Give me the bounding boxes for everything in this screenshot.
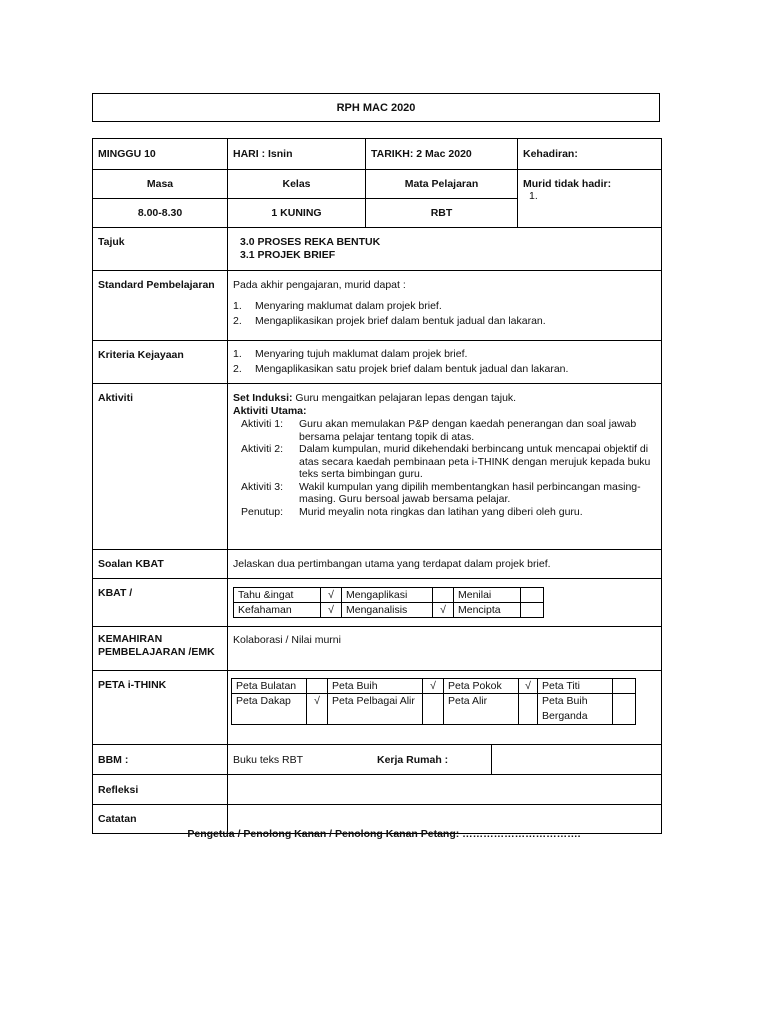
check-mark: [433, 588, 454, 603]
kerja-rumah-label: Kerja Rumah :: [372, 745, 492, 774]
ithink-cell: Peta Titi: [538, 679, 613, 694]
kriteria-content: [228, 341, 662, 384]
check-mark: [423, 694, 444, 725]
kbat-cell: Mengaplikasi: [342, 588, 433, 603]
tajuk-content: [228, 228, 662, 271]
lesson-plan-table: [92, 138, 662, 834]
check-mark: √: [321, 603, 342, 618]
signature-line: Pengetua / Penolong Kanan / Penolong Kanan Petang: …………………………….: [187, 828, 581, 840]
masa-label: Masa: [93, 170, 228, 199]
check-mark: [613, 679, 636, 694]
ithink-cell: Peta Bulatan: [232, 679, 307, 694]
minggu-cell: MINGGU 10: [93, 139, 228, 170]
bbm-text: Buku teks RBT: [233, 753, 304, 766]
check-mark: [307, 679, 328, 694]
murid-tidak-hadir-item: 1.: [529, 190, 538, 202]
kriteria-item: 1. Menyaring tujuh maklumat dalam projek brief.: [233, 348, 468, 360]
ithink-row: [93, 671, 662, 745]
check-mark: √: [321, 588, 342, 603]
kerja-rumah-value: [492, 745, 661, 774]
ithink-cell: Peta Buih Berganda: [538, 694, 613, 725]
soalan-label: Soalan KBAT: [93, 550, 228, 579]
kemahiran-row: [93, 627, 662, 671]
tarikh-cell: TARIKH: 2 Mac 2020: [366, 139, 518, 170]
hari-cell: HARI : Isnin: [228, 139, 366, 170]
check-mark: [613, 694, 636, 725]
check-mark: √: [307, 694, 328, 725]
refleksi-label: Refleksi: [93, 775, 228, 805]
aktiviti-utama-label: Aktiviti Utama:: [233, 405, 307, 417]
standard-intro: Pada akhir pengajaran, murid dapat :: [233, 279, 406, 291]
kriteria-label: Kriteria Kejayaan: [93, 341, 228, 384]
tajuk-line-1: 3.0 PROSES REKA BENTUK: [240, 236, 381, 248]
tajuk-row: [93, 228, 662, 271]
kbat-cell: Mencipta: [454, 603, 521, 618]
standard-label: Standard Pembelajaran: [93, 271, 228, 341]
tajuk-line-2: 3.1 PROJEK BRIEF: [240, 249, 336, 261]
murid-tidak-hadir-label: Murid tidak hadir:: [523, 178, 612, 190]
kemahiran-label: KEMAHIRAN PEMBELAJARAN /EMK: [93, 627, 228, 671]
murid-tidak-hadir-cell: [518, 170, 662, 228]
masa-value: 8.00-8.30: [93, 199, 228, 228]
kelas-label: Kelas: [228, 170, 366, 199]
kriteria-item: 2. Mengaplikasikan satu projek brief dalam bentuk jadual dan lakaran.: [233, 363, 569, 375]
page-title: RPH MAC 2020: [92, 93, 660, 122]
kelas-value: 1 KUNING: [228, 199, 366, 228]
aktiviti-item: Penutup: Murid meyalin nota ringkas dan latihan yang diberi oleh guru.: [241, 505, 583, 518]
standard-item: 2. Mengaplikasikan projek brief dalam bentuk jadual dan lakaran.: [233, 315, 546, 327]
refleksi-row: [93, 775, 662, 805]
kehadiran-cell: Kehadiran:: [518, 139, 662, 170]
bbm-content: [228, 745, 662, 775]
ithink-content: [228, 671, 662, 745]
subheader-row: [93, 170, 662, 199]
aktiviti-label: Aktiviti: [93, 384, 228, 550]
standard-item: 1. Menyaring maklumat dalam projek brief.: [233, 300, 442, 312]
check-mark: √: [519, 679, 538, 694]
ithink-table: [231, 678, 636, 725]
tajuk-label: Tajuk: [93, 228, 228, 271]
check-mark: [521, 588, 544, 603]
soalan-row: [93, 550, 662, 579]
standard-row: [93, 271, 662, 341]
kriteria-list: [233, 347, 656, 377]
kriteria-row: [93, 341, 662, 384]
check-mark: [519, 694, 538, 725]
check-mark: [521, 603, 544, 618]
soalan-text: Jelaskan dua pertimbangan utama yang terdapat dalam projek brief.: [228, 550, 662, 579]
kbat-cell: Tahu &ingat: [234, 588, 321, 603]
ithink-cell: Peta Buih: [328, 679, 423, 694]
standard-list: [233, 299, 656, 329]
ithink-cell: Peta Pokok: [444, 679, 519, 694]
ithink-cell: Peta Alir: [444, 694, 519, 725]
header-row: [93, 139, 662, 170]
check-mark: √: [433, 603, 454, 618]
aktiviti-item: Aktiviti 2: Dalam kumpulan, murid dikehendaki berbincang untuk mencapai objektif di atas secara kaedah pembinaan peta i-THINK dengan merujuk kepada buku teks serta bimbingan guru.: [241, 443, 651, 480]
kbat-content: [228, 579, 662, 627]
mata-pelajaran-label: Mata Pelajaran: [366, 170, 518, 199]
set-induksi: Set Induksi: Guru mengaitkan pelajaran lepas dengan tajuk.: [233, 392, 517, 404]
kbat-cell: Menilai: [454, 588, 521, 603]
mata-pelajaran-value: RBT: [366, 199, 518, 228]
aktiviti-row: [93, 384, 662, 550]
kbat-cell: Menganalisis: [342, 603, 433, 618]
aktiviti-item: Aktiviti 1: Guru akan memulakan P&P dengan kaedah penerangan dan soal jawab bersama pelajar tentang topik di atas.: [241, 418, 637, 443]
kbat-label: KBAT /: [93, 579, 228, 627]
aktiviti-item: Aktiviti 3: Wakil kumpulan yang dipilih membentangkan hasil perbincangan masing-masing. Guru bersoal jawab bersama pelajar.: [241, 480, 641, 505]
ithink-label: PETA i-THINK: [93, 671, 228, 745]
ithink-cell: Peta Dakap: [232, 694, 307, 725]
refleksi-value: [228, 775, 662, 805]
kbat-table: [233, 587, 544, 618]
kbat-row: [93, 579, 662, 627]
aktiviti-content: [228, 384, 662, 550]
bbm-label: BBM :: [93, 745, 228, 775]
catatan-label: Catatan: [93, 805, 228, 834]
kbat-cell: Kefahaman: [234, 603, 321, 618]
kemahiran-text: Kolaborasi / Nilai murni: [228, 627, 662, 671]
standard-content: [228, 271, 662, 341]
bbm-row: [93, 745, 662, 775]
ithink-cell: Peta Pelbagai Alir: [328, 694, 423, 725]
check-mark: √: [423, 679, 444, 694]
